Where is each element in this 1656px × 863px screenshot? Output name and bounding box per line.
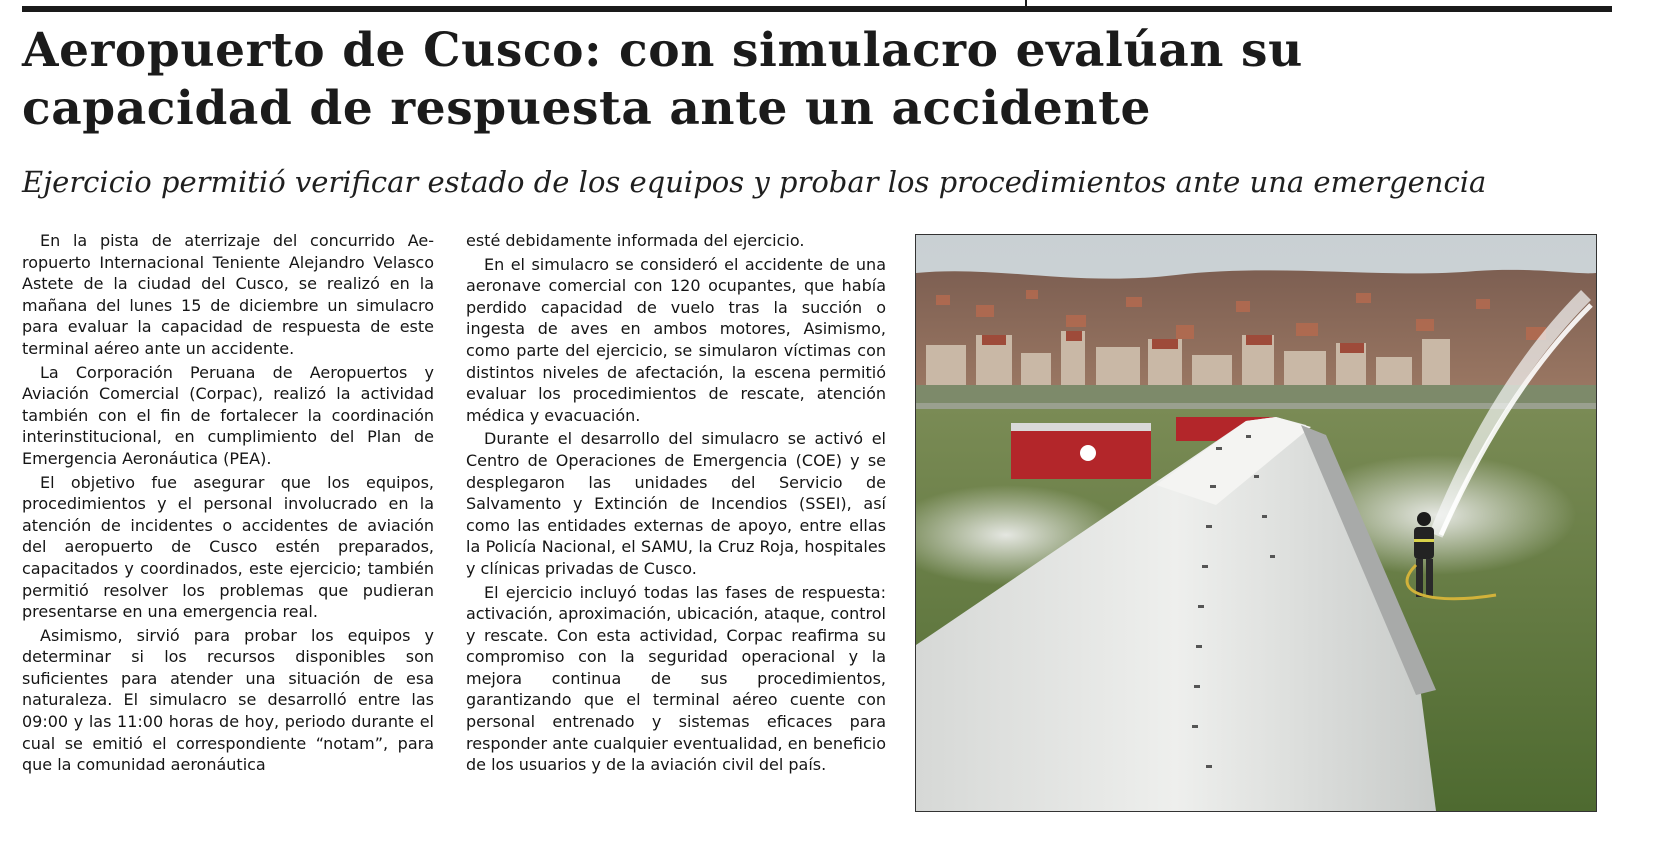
paragraph: El objetivo fue asegurar que los equipos, procedimientos y el personal involucrado en la atención de incidentes o accidentes de aviación del aeropuerto de Cusco estén preparados, capacitados y coordinados, este ejercicio; también permitió resolver los problemas que pudieran presentarse en una emergencia real. <box>22 472 434 622</box>
article-column-2 <box>466 230 886 778</box>
top-rule <box>22 6 1612 12</box>
paragraph-continued: esté debidamente informada del ejercicio. <box>466 231 805 250</box>
paragraph: Asimismo, sirvió para probar los equipos y determinar si los recursos disponibles son suficientes para atender una situación de esa naturaleza. El simulacro se desarrolló entre las 09:00 y las 11:00 horas de hoy, periodo durante el cual se emitió el correspondiente “notam”, para que la comunidad aeronáutica <box>22 625 434 775</box>
paragraph: En el simulacro se consideró el accidente de una aeronave comercial con 120 ocupantes, que había perdido capacidad de vuelo tras la succión o ingesta de aves en ambos motores, Asimismo, como parte del ejercicio, se simularon víctimas con distintos niveles de afectación, la escena permitió evaluar los procedimientos de rescate, atención médica y evacuación. <box>466 254 886 425</box>
subheadline: Ejercicio permitió verificar estado de los equipos y probar los procedimientos ante una emergencia <box>22 165 1487 199</box>
photo-icon <box>916 235 1596 811</box>
top-rule-tick <box>1025 0 1027 8</box>
article-photo <box>915 234 1597 812</box>
article-column-1 <box>22 230 434 778</box>
paragraph: La Corporación Peruana de Aeropuertos y Aviación Comercial (Corpac), realizó la actividad también con el fin de fortalecer la coordinación interinstitucional, en cumplimiento del Plan de Emergencia Aeronáutica (PEA). <box>22 362 434 468</box>
paragraph: Durante el desarrollo del simulacro se activó el Centro de Operaciones de Emergencia (COE) y se desplegaron las unidades del Servicio de Salvamento y Extinción de Incendios (SSEI), así como las entidades externas de apoyo, entre ellas la Policía Nacional, el SAMU, la Cruz Roja, hospitales y clínicas privadas de Cusco. <box>466 429 886 578</box>
headline-line-1: Aeropuerto de Cusco: con simulacro evalúan su <box>22 23 1303 78</box>
headline-line-2: capacidad de respuesta ante un accidente <box>22 81 1151 136</box>
paragraph: En la pista de aterrizaje del concurrido Aeropuerto Internacional Teniente Alejandro Velasco Astete de la ciudad del Cusco, se realizó en la mañana del lunes 15 de diciembre un simulacro para evaluar la capacidad de respuesta de este terminal aéreo ante un accidente. <box>22 231 434 358</box>
headline <box>22 22 1582 138</box>
paragraph: El ejercicio incluyó todas las fases de respuesta: activación, aproximación, ubicación, ataque, control y rescate. Con esta actividad, Corpac reafirma su compromiso con la seguridad operacional y la mejora continua de sus procedimientos, garantizando que el terminal aéreo cuente con personal entrenado y sistemas eficaces para responder ante cualquier eventualidad, en beneficio de los usuarios y de la aviación civil del país. <box>466 582 886 775</box>
